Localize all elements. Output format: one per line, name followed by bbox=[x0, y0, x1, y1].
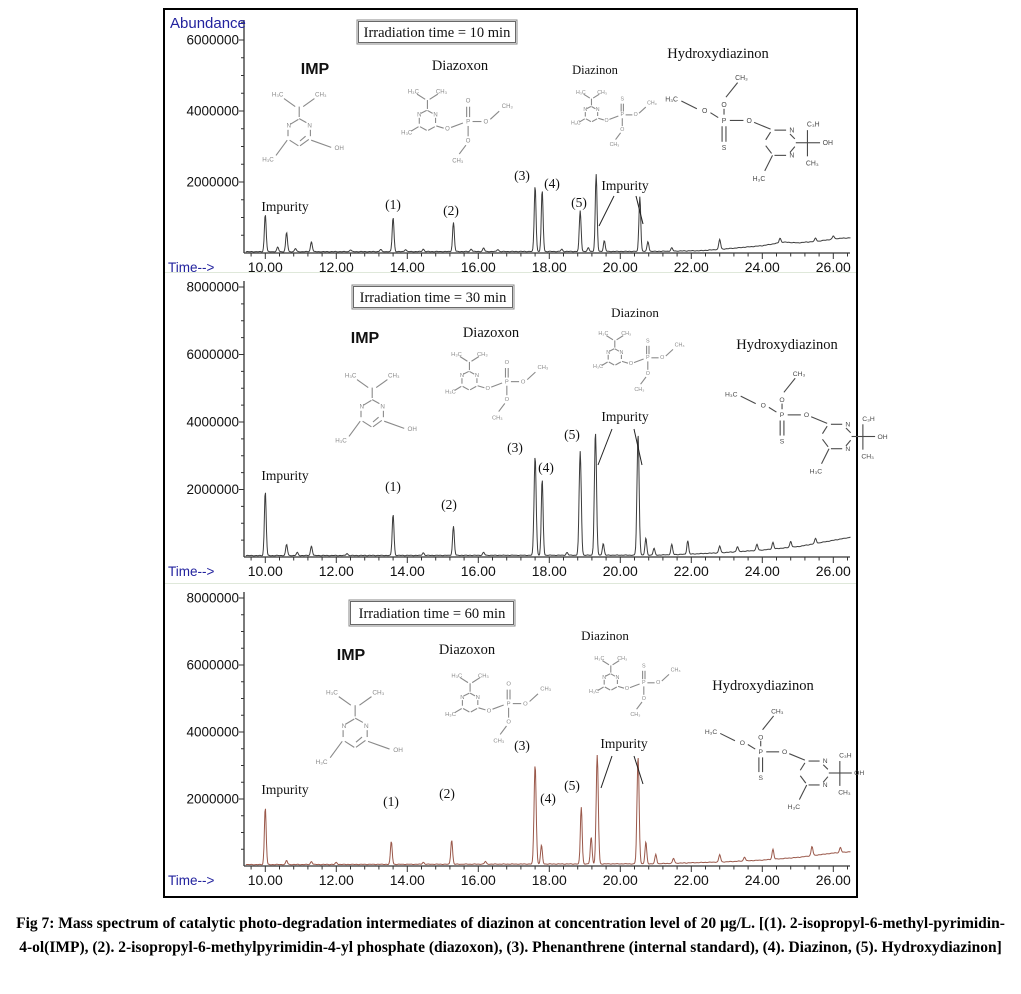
imp-structure bbox=[335, 373, 417, 445]
atom-label: N bbox=[433, 112, 438, 119]
atom-label: N bbox=[845, 421, 851, 429]
x-axis-title: Time--> bbox=[168, 260, 215, 275]
diazinon-structure bbox=[589, 656, 681, 718]
atom-label: O bbox=[520, 379, 526, 386]
x-axis-title: Time--> bbox=[168, 873, 215, 888]
x-tick-label: 26.00 bbox=[815, 872, 851, 888]
atom-label: OH bbox=[822, 140, 833, 148]
atom-label: O bbox=[465, 98, 471, 105]
x-tick-label: 14.00 bbox=[389, 563, 425, 579]
impurity-pointer-line bbox=[598, 429, 612, 465]
y-tick-label: 8000000 bbox=[186, 279, 239, 295]
atom-label: H₃C bbox=[445, 389, 456, 396]
peak-label: (3) bbox=[514, 738, 530, 753]
y-tick-label: 4000000 bbox=[186, 724, 239, 740]
x-tick-label: 12.00 bbox=[318, 563, 354, 579]
atom-label: N bbox=[595, 107, 600, 114]
x-tick-label: 12.00 bbox=[318, 872, 354, 888]
peak-label: Impurity bbox=[601, 178, 649, 193]
atom-label: O bbox=[656, 680, 661, 687]
peak-label: Impurity bbox=[261, 782, 309, 797]
x-tick-label: 22.00 bbox=[673, 872, 709, 888]
compound-name-label: Diazoxon bbox=[462, 325, 520, 341]
atom-label: P bbox=[645, 355, 650, 362]
chromatogram-trace bbox=[246, 434, 850, 556]
atom-label: CH₃ bbox=[501, 103, 513, 110]
atom-label: O bbox=[504, 396, 510, 403]
atom-label: H₃C bbox=[570, 120, 581, 127]
atom-label: N bbox=[822, 782, 828, 790]
atom-label: N bbox=[822, 758, 828, 766]
atom-label: S bbox=[641, 663, 646, 670]
atom-label: CH₃ bbox=[435, 89, 448, 96]
chromatogram-panel-60min bbox=[165, 583, 865, 898]
atom-label: O bbox=[506, 719, 511, 726]
atom-label: OH bbox=[877, 433, 888, 441]
atom-label: CH₃ bbox=[491, 415, 503, 422]
atom-label: CH₃ bbox=[452, 158, 464, 165]
atom-label: O bbox=[486, 708, 492, 715]
diazinon-structure bbox=[593, 331, 685, 393]
atom-label: CH₃ bbox=[388, 372, 400, 380]
atom-label: H₃C bbox=[271, 91, 284, 99]
x-axis-title: Time--> bbox=[168, 564, 215, 579]
atom-label: H₃C bbox=[451, 673, 463, 680]
peak-label: Impurity bbox=[600, 736, 648, 751]
atom-label: N bbox=[475, 694, 480, 701]
annotations bbox=[261, 305, 838, 512]
atom-label: P bbox=[504, 379, 509, 386]
peak-label: Impurity bbox=[261, 468, 309, 483]
atom-label: H₃C bbox=[598, 331, 609, 338]
atom-label: O bbox=[760, 402, 766, 410]
x-tick-label: 26.00 bbox=[815, 563, 851, 579]
atom-label: N bbox=[619, 349, 624, 356]
atom-label: CH₃ bbox=[634, 387, 645, 394]
peak-label: Impurity bbox=[601, 409, 649, 424]
atom-label: O bbox=[758, 734, 764, 742]
compound-name-label: IMP bbox=[336, 647, 366, 664]
y-tick-label: 6000000 bbox=[186, 657, 239, 673]
atom-label: CH₃ bbox=[540, 686, 552, 693]
peak-label: (5) bbox=[571, 195, 587, 210]
y-tick-label: 6000000 bbox=[186, 32, 239, 48]
x-tick-label: 16.00 bbox=[460, 563, 496, 579]
atom-label: CH₃ bbox=[493, 738, 505, 745]
x-tick-label: 26.00 bbox=[815, 259, 851, 275]
atom-label: P bbox=[620, 112, 625, 119]
atom-label: P bbox=[641, 680, 646, 687]
irradiation-time-label: Irradiation time = 30 min bbox=[359, 290, 507, 306]
axes bbox=[168, 591, 851, 889]
atom-label: H₃C bbox=[407, 89, 419, 96]
peak-label: (2) bbox=[441, 497, 457, 512]
peak-label: (2) bbox=[439, 786, 455, 801]
chemical-structures bbox=[262, 75, 833, 183]
chromatogram-panel-30min bbox=[165, 272, 888, 583]
peak-label: (1) bbox=[385, 197, 401, 212]
atom-label: N bbox=[359, 403, 365, 411]
atom-label: N bbox=[307, 122, 312, 130]
atom-label: O bbox=[803, 412, 810, 420]
x-tick-label: 24.00 bbox=[744, 563, 780, 579]
peak-label: (1) bbox=[383, 794, 399, 809]
x-tick-label: 16.00 bbox=[460, 259, 496, 275]
y-tick-label: 2000000 bbox=[186, 482, 239, 497]
atom-label: H₃C bbox=[589, 689, 599, 696]
atom-label: O bbox=[746, 117, 752, 125]
x-tick-label: 22.00 bbox=[673, 563, 709, 579]
atom-label: H₃C bbox=[594, 656, 605, 663]
irradiation-time-label: Irradiation time = 10 min bbox=[363, 25, 511, 41]
atom-label: H₃C bbox=[451, 352, 462, 359]
atom-label: S bbox=[721, 144, 727, 152]
atom-label: OH bbox=[334, 145, 344, 153]
peak-label: Impurity bbox=[261, 199, 309, 214]
atom-label: O bbox=[779, 397, 785, 405]
diazoxon-structure bbox=[445, 352, 549, 421]
atom-label: P bbox=[779, 412, 785, 420]
atom-label: H₃C bbox=[593, 364, 603, 371]
x-tick-label: 20.00 bbox=[602, 872, 638, 888]
impurity-pointer-line bbox=[601, 756, 612, 788]
atom-label: P bbox=[466, 119, 471, 126]
atom-label: O bbox=[504, 360, 510, 367]
atom-label: N bbox=[789, 127, 795, 135]
atom-label: CH₃ bbox=[735, 75, 748, 83]
peak-label: (4) bbox=[544, 176, 560, 191]
atom-label: C₃H bbox=[862, 415, 875, 423]
x-tick-label: 16.00 bbox=[460, 872, 496, 888]
annotations bbox=[261, 46, 769, 226]
atom-label: OH bbox=[854, 770, 865, 778]
diazoxon-structure bbox=[401, 90, 513, 165]
x-tick-label: 12.00 bbox=[318, 259, 354, 275]
chromatogram-svg-30min bbox=[165, 273, 888, 583]
atom-label: N bbox=[789, 152, 795, 160]
compound-name-label: Diazoxon bbox=[431, 58, 489, 74]
atom-label: O bbox=[633, 112, 638, 119]
atom-label: CH₃ bbox=[670, 667, 681, 674]
y-tick-label: 2000000 bbox=[186, 174, 239, 190]
chromatogram-panel-10min bbox=[165, 10, 856, 275]
peak-label: (3) bbox=[514, 168, 530, 183]
x-tick-label: 10.00 bbox=[247, 563, 283, 579]
x-tick-label: 24.00 bbox=[744, 872, 780, 888]
atom-label: CH₃ bbox=[621, 331, 632, 338]
atom-label: H₃C bbox=[575, 89, 586, 96]
atom-label: CH₃ bbox=[838, 789, 851, 797]
compound-name-label: Diazoxon bbox=[438, 642, 496, 658]
atom-label: H₃C bbox=[325, 689, 338, 697]
x-tick-label: 24.00 bbox=[744, 259, 780, 275]
atom-label: O bbox=[604, 117, 609, 124]
atom-label: P bbox=[506, 701, 511, 708]
atom-label: O bbox=[445, 126, 450, 133]
atom-label: N bbox=[417, 112, 422, 119]
atom-label: H₃C bbox=[704, 728, 718, 736]
impurity-pointer-line bbox=[599, 196, 614, 226]
x-tick-label: 20.00 bbox=[602, 259, 638, 275]
atom-label: H₃C bbox=[725, 391, 738, 399]
imp-structure bbox=[262, 92, 344, 164]
atom-label: N bbox=[602, 674, 607, 681]
compound-name-label: Diazinon bbox=[572, 63, 618, 77]
y-axis-title: Abundance bbox=[170, 15, 246, 32]
atom-label: CH₃ bbox=[372, 689, 385, 697]
x-tick-label: 22.00 bbox=[673, 259, 709, 275]
atom-label: H₃C bbox=[752, 175, 766, 183]
atom-label: N bbox=[474, 373, 480, 380]
peak-label: (4) bbox=[538, 460, 554, 475]
atom-label: CH₃ bbox=[647, 100, 657, 107]
imp-structure bbox=[316, 689, 404, 766]
x-tick-label: 18.00 bbox=[531, 872, 567, 888]
peak-label: (2) bbox=[443, 203, 459, 218]
atom-label: OH bbox=[393, 747, 403, 755]
x-tick-label: 18.00 bbox=[531, 563, 567, 579]
atom-label: O bbox=[620, 126, 625, 133]
atom-label: H₃C bbox=[809, 468, 823, 476]
figure-caption: Fig 7: Mass spectrum of catalytic photo-degradation intermediates of diazinon at concentration level of 20 μg/L. [(1). 2-isopropyl-6-methyl-pyrimidin-4-ol(IMP), (2). 2-isopropyl-6-methylpyrimidin-4-yl phosphate (diazoxon), (3). Phenanthrene (internal standard), (4). Diazinon, (5). Hydroxydiazinon] bbox=[16, 915, 1005, 957]
atom-label: CH₃ bbox=[771, 708, 784, 716]
irradiation-time-box bbox=[349, 600, 515, 626]
y-tick-label: 4000000 bbox=[186, 414, 239, 430]
atom-label: P bbox=[758, 749, 763, 757]
atom-label: N bbox=[286, 122, 292, 130]
atom-label: O bbox=[523, 701, 528, 708]
atom-label: N bbox=[845, 445, 851, 453]
atom-label: CH₃ bbox=[477, 352, 488, 359]
atom-label: CH₃ bbox=[609, 141, 620, 148]
peak-label: (4) bbox=[540, 791, 556, 806]
atom-label: CH₃ bbox=[805, 160, 819, 168]
atom-label: H₃C bbox=[401, 130, 413, 137]
atom-label: OH bbox=[407, 426, 417, 434]
atom-label: CH₃ bbox=[630, 712, 641, 719]
atom-label: CH₃ bbox=[861, 453, 874, 461]
atom-label: O bbox=[660, 355, 665, 362]
compound-name-label: Hydroxydiazinon bbox=[712, 678, 814, 694]
x-tick-label: 10.00 bbox=[247, 872, 283, 888]
compound-name-label: IMP bbox=[350, 330, 380, 347]
atom-label: O bbox=[465, 138, 471, 145]
x-tick-label: 20.00 bbox=[602, 563, 638, 579]
atom-label: S bbox=[620, 96, 625, 103]
atom-label: S bbox=[645, 338, 650, 345]
atom-label: C₃H bbox=[839, 752, 852, 760]
irradiation-time-box bbox=[352, 285, 514, 309]
y-tick-label: 2000000 bbox=[186, 791, 239, 807]
compound-name-label: IMP bbox=[300, 61, 330, 78]
hydroxydiazinon-structure bbox=[665, 75, 833, 183]
atom-label: N bbox=[615, 674, 620, 681]
peak-label: (3) bbox=[507, 440, 523, 455]
compound-name-label: Hydroxydiazinon bbox=[736, 337, 838, 353]
compound-name-label: Diazinon bbox=[611, 305, 659, 320]
atom-label: O bbox=[721, 102, 727, 110]
hydroxydiazinon-structure bbox=[705, 709, 865, 812]
atom-label: N bbox=[606, 349, 611, 356]
atom-label: N bbox=[341, 722, 347, 730]
y-tick-label: 8000000 bbox=[186, 590, 239, 606]
atom-label: CH₃ bbox=[597, 89, 607, 96]
diazoxon-structure bbox=[445, 673, 552, 744]
atom-label: N bbox=[460, 694, 465, 701]
atom-label: H₃C bbox=[335, 437, 347, 445]
y-tick-label: 4000000 bbox=[186, 103, 239, 119]
compound-name-label: Hydroxydiazinon bbox=[667, 46, 769, 62]
atom-label: CH₃ bbox=[477, 673, 489, 680]
y-tick-label: 6000000 bbox=[186, 347, 239, 362]
chromatogram-svg-60min bbox=[165, 584, 865, 898]
atom-label: S bbox=[779, 438, 785, 446]
atom-label: H₃C bbox=[344, 372, 357, 380]
atom-label: H₃C bbox=[445, 711, 456, 718]
atom-label: O bbox=[739, 739, 745, 747]
peak-label: (5) bbox=[564, 427, 580, 442]
atom-label: O bbox=[506, 681, 511, 688]
atom-label: O bbox=[782, 749, 788, 757]
impurity-pointer-line bbox=[634, 429, 642, 465]
x-tick-label: 18.00 bbox=[531, 259, 567, 275]
x-tick-label: 14.00 bbox=[389, 872, 425, 888]
chromatogram-svg-10min bbox=[165, 10, 856, 275]
x-tick-label: 14.00 bbox=[389, 259, 425, 275]
atom-label: N bbox=[363, 722, 369, 730]
peak-label: (1) bbox=[385, 479, 401, 494]
irradiation-time-label: Irradiation time = 60 min bbox=[358, 606, 506, 622]
atom-label: O bbox=[483, 119, 489, 126]
atom-label: CH₃ bbox=[674, 342, 685, 349]
atom-label: H₃C bbox=[665, 96, 679, 104]
atom-label: O bbox=[641, 695, 646, 702]
atom-label: O bbox=[624, 686, 630, 693]
atom-label: H₃C bbox=[787, 804, 801, 812]
atom-label: CH₃ bbox=[315, 91, 327, 99]
compound-name-label: Diazinon bbox=[581, 628, 629, 643]
atom-label: C₃H bbox=[806, 121, 820, 129]
atom-label: H₃C bbox=[262, 156, 274, 164]
x-tick-label: 10.00 bbox=[247, 259, 283, 275]
irradiation-time-box bbox=[357, 20, 517, 44]
chromatogram-figure bbox=[163, 8, 888, 898]
atom-label: H₃C bbox=[315, 759, 328, 767]
atom-label: CH₃ bbox=[792, 370, 806, 378]
atom-label: N bbox=[459, 373, 465, 380]
atom-label: N bbox=[380, 403, 385, 411]
atom-label: O bbox=[645, 370, 650, 377]
atom-label: N bbox=[583, 107, 588, 114]
atom-label: CH₃ bbox=[537, 364, 549, 371]
atom-label: O bbox=[485, 386, 491, 393]
diazinon-structure bbox=[571, 90, 657, 148]
atom-label: CH₃ bbox=[617, 656, 628, 663]
annotations bbox=[261, 628, 814, 812]
peak-label: (5) bbox=[564, 778, 580, 793]
atom-label: S bbox=[758, 774, 763, 782]
atom-label: P bbox=[721, 117, 727, 125]
atom-label: O bbox=[701, 108, 708, 116]
atom-label: O bbox=[628, 361, 634, 368]
hydroxydiazinon-structure bbox=[725, 371, 888, 476]
